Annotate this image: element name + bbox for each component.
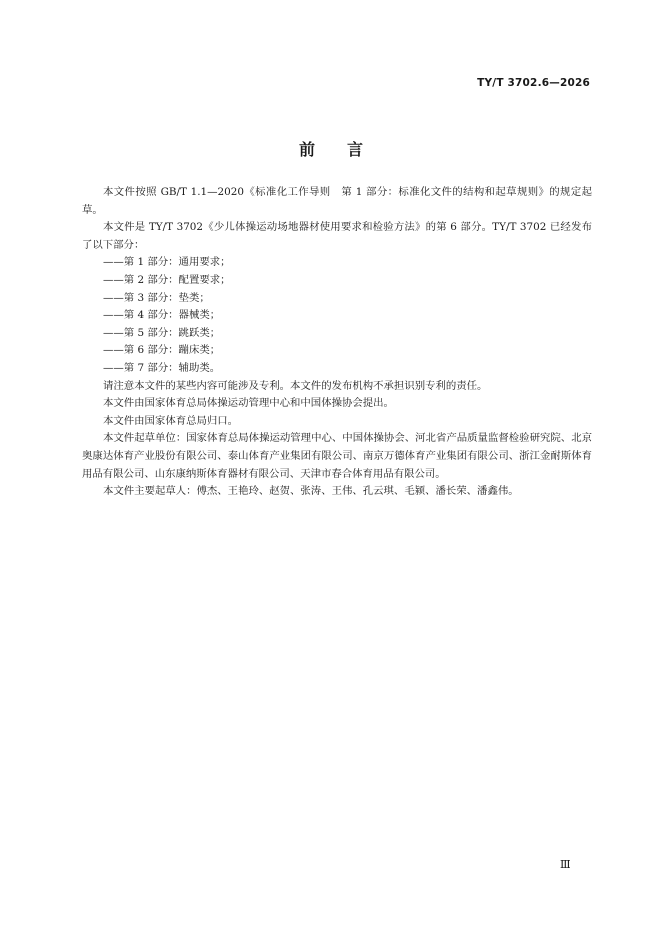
list-item: ——第 4 部分：器械类；	[103, 309, 221, 322]
paragraph-drafting-units: 本文件起草单位：国家体育总局体操运动管理中心、中国体操协会、河北省产品质量监督检验研究院、北京奥康达体育产业股份有限公司、泰山体育产业集团有限公司、南京万德体育产业集团有限公司、浙江金耐斯体育用品有限公司、山东康纳斯体育器材有限公司、天津市春合体育用品有限公司。	[82, 432, 592, 480]
paragraph-drafters: 本文件主要起草人：傅杰、王艳玲、赵贺、张涛、王伟、孔云琪、毛颍、潘长荣、潘鑫伟。	[103, 485, 519, 498]
paragraph-drafting-rules: 本文件按照 GB/T 1.1—2020《标准化工作导则 第 1 部分：标准化文件的结构和起草规则》的规定起草。	[82, 186, 592, 216]
page-title: 前言	[298, 140, 395, 159]
list-item: ——第 7 部分：辅助类。	[103, 361, 221, 374]
list-item: ——第 2 部分：配置要求；	[103, 273, 231, 286]
page-number: Ⅲ	[560, 858, 571, 871]
paragraph-administrator: 本文件由国家体育总局归口。	[103, 414, 239, 427]
list-item: ——第 5 部分：跳跃类；	[103, 326, 221, 339]
paragraph-patent-notice: 请注意本文件的某些内容可能涉及专利。本文件的发布机构不承担识别专利的责任。	[103, 379, 488, 392]
paragraph-proposer: 本文件由国家体育总局体操运动管理中心和中国体操协会提出。	[103, 397, 394, 410]
standard-number: TY/T 3702.6—2026	[477, 77, 590, 89]
list-item: ——第 6 部分：蹦床类；	[103, 344, 221, 357]
list-item: ——第 3 部分：垫类；	[103, 291, 210, 304]
list-item: ——第 1 部分：通用要求；	[103, 256, 231, 269]
paragraph-series-intro: 本文件是 TY/T 3702《少儿体操运动场地器材使用要求和检验方法》的第 6 部分。TY/T 3702 已经发布了以下部分：	[82, 221, 592, 251]
foreword-body	[82, 184, 592, 501]
